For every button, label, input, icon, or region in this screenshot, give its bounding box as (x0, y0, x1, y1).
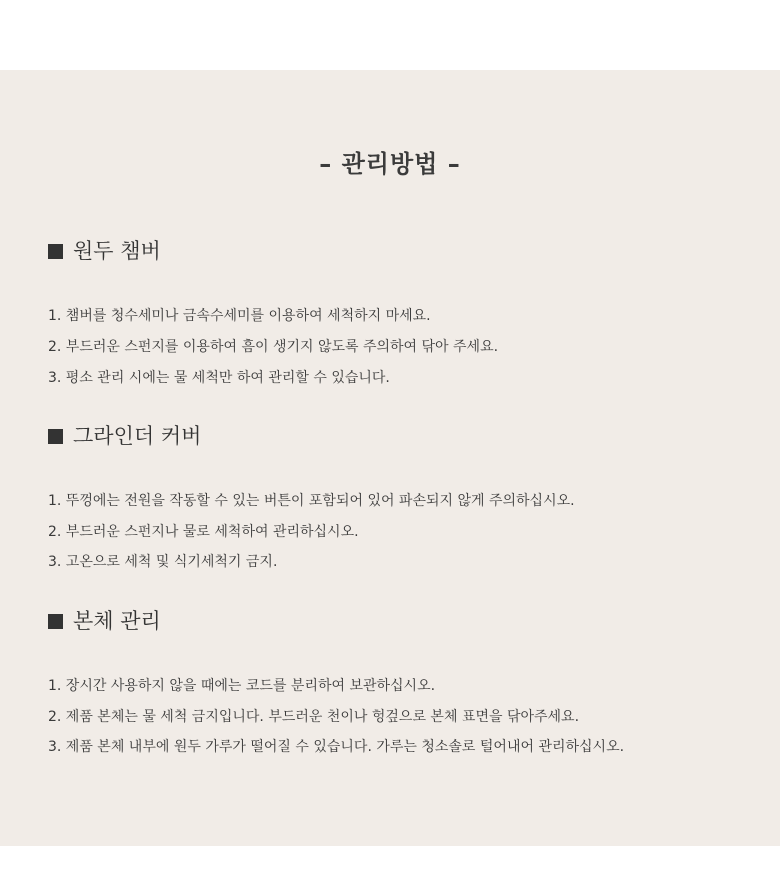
square-bullet-icon (48, 244, 63, 259)
list-item: 1. 장시간 사용하지 않을 때에는 코드를 분리하여 보관하십시오. (48, 678, 436, 694)
section-heading-label: 본체 관리 (73, 609, 161, 633)
section-heading-bean-chamber (48, 236, 161, 266)
list-item: 3. 평소 관리 시에는 물 세척만 하여 관리할 수 있습니다. (48, 370, 390, 386)
list-item: 3. 제품 본체 내부에 원두 가루가 떨어질 수 있습니다. 가루는 청소솔로 털어내어 관리하십시오. (48, 739, 625, 755)
square-bullet-icon (48, 429, 63, 444)
page-title: – 관리방법 – (319, 150, 461, 178)
section-heading-body-care (48, 606, 161, 636)
list-item: 1. 챔버를 청수세미나 금속수세미를 이용하여 세척하지 마세요. (48, 308, 431, 324)
list-item: 1. 뚜껑에는 전원을 작동할 수 있는 버튼이 포함되어 있어 파손되지 않게 주의하십시오. (48, 493, 575, 509)
care-instructions-panel (0, 70, 780, 846)
square-bullet-icon (48, 614, 63, 629)
list-item: 2. 부드러운 스펀지를 이용하여 흠이 생기지 않도록 주의하여 닦아 주세요. (48, 339, 499, 355)
section-heading-label: 그라인더 커버 (73, 424, 202, 448)
section-heading-grinder-cover (48, 421, 201, 451)
section-heading-label: 원두 챔버 (73, 239, 161, 263)
list-item: 3. 고온으로 세척 및 식기세척기 금지. (48, 554, 278, 570)
list-item: 2. 부드러운 스펀지나 물로 세척하여 관리하십시오. (48, 524, 359, 540)
list-item: 2. 제품 본체는 물 세척 금지입니다. 부드러운 천이나 헝겊으로 본체 표면을 닦아주세요. (48, 709, 580, 725)
